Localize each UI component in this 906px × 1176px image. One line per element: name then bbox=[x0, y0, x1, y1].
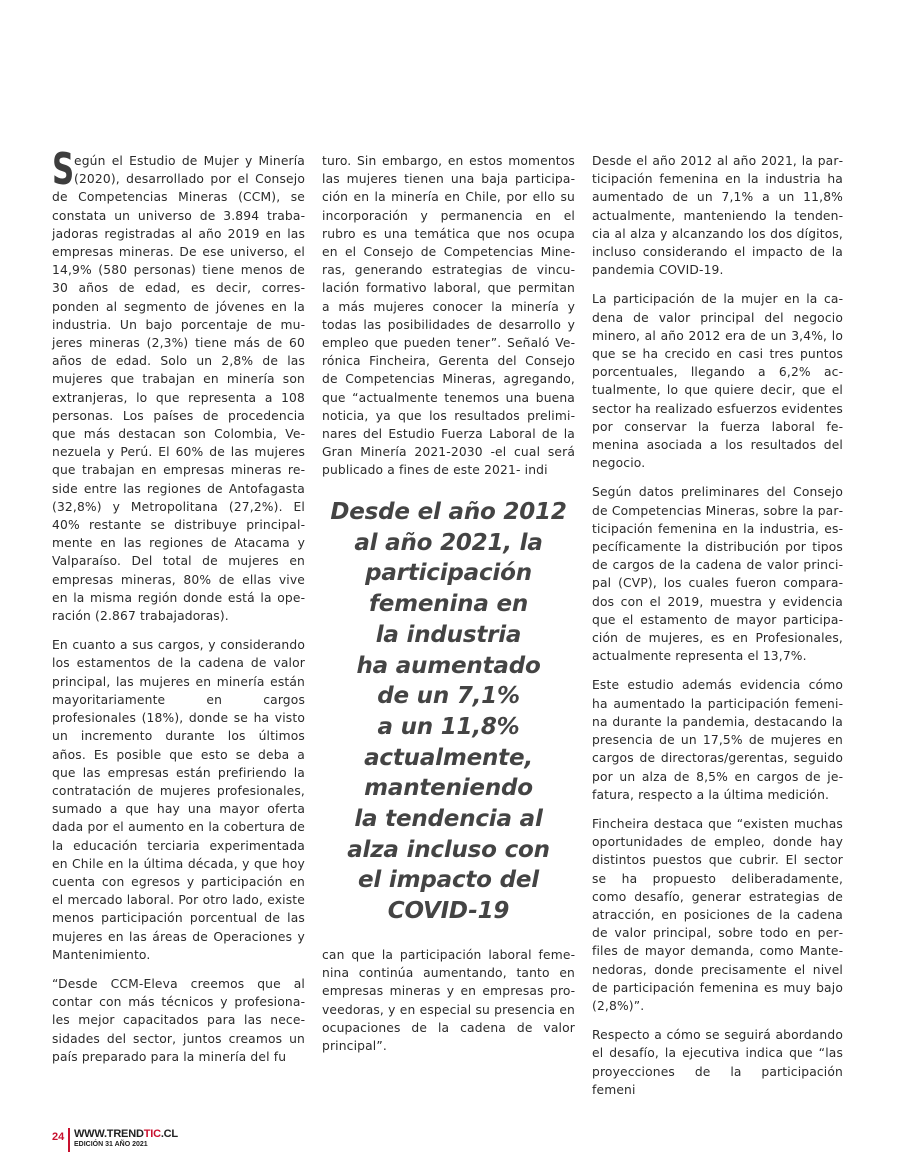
pull-quote-line: femenina en bbox=[368, 591, 529, 618]
pull-quote-line: la tendencia al bbox=[354, 806, 543, 833]
article-paragraph: Fincheira destaca que “existen muchas oportunidades de empleo, donde hay distintos puestos que cubrir. El sector se ha propuesto deliberadamente, como desafío, generar estrategias de atracción, en posiciones de la cadena de valor principal, sobre todo en perfiles de mayor demanda, como Mantenedoras, donde precisamente el nivel de participación femenina es muy bajo (2,8%)”. bbox=[592, 816, 843, 1013]
pull-quote-line: de un 7,1% bbox=[377, 683, 520, 710]
article-paragraph: Según datos preliminares del Consejo de Competencias Mineras, sobre la participación femenina en la industria, específicamente la distribución por tipos de cargos de la cadena de valor principal (CVP), los cuales fueron comparados con el 2019, muestra y evidencia que el estamento de mayor participación de mujeres, es en Profesionales, actualmente representa el 13,7%. bbox=[592, 485, 843, 664]
pull-quote-line: Desde el año 2012 bbox=[330, 499, 567, 525]
drop-cap: S bbox=[52, 144, 75, 195]
article-paragraph bbox=[52, 144, 305, 625]
article-column-3 bbox=[592, 152, 843, 1110]
article-paragraph: Desde el año 2012 al año 2021, la participación femenina en la industria ha aumentado de un 7,1% a un 11,8% actualmente, manteniendo la tendencia al alza y alcanzando los dos dígitos, incluso considerando el impacto de la pandemia COVID-19. bbox=[592, 154, 843, 278]
article-paragraph: turo. Sin embargo, en estos momentos las mujeres tienen una baja participación en la minería en Chile, por ello su incorporación y permanencia en el rubro es una temática que nos ocupa en el Consejo de Competencias Mineras, generando estrategias de vinculación formativo laboral, que permitan a más mujeres conocer la minería y todas las posibilidades de desarrollo y empleo que pueden tener”. Señaló Verónica Fincheira, Gerenta del Consejo de Competencias Mineras, agregando, que “actualmente tenemos una buena noticia, ya que los resultados preliminares del Estudio Fuerza Laboral de la Gran Minería 2021-2030 -el cual será publicado a fines de este 2021- indi bbox=[322, 154, 575, 478]
pull-quote-line: alza incluso con bbox=[347, 836, 550, 863]
pull-quote-line: COVID-19 bbox=[387, 898, 510, 925]
article-paragraph: En cuanto a sus cargos, y considerando los estamentos de la cadena de valor principal, las mujeres en minería están mayoritariamente en cargos profesionales (18%), donde se ha visto un incremento durante los últimos años. Es posible que esto se deba a que las empresas están prefiriendo la contratación de mujeres profesionales, sumado a que hay una mayor oferta dada por el aumento en la cobertura de la educación terciaria experimentada en Chile en la última década, y que hoy cuenta con egresos y participación en el mercado laboral. Por otro lado, existe menos participación porcentual de las mujeres en las áreas de Operaciones y Mantenimiento. bbox=[52, 638, 305, 962]
paragraph-text: egún el Estudio de Mujer y Minería (2020), desarrollado por el Consejo de Competencias Mineras (CCM), se constata un universo de 3.894 trabajadoras registradas al año 2019 en las empresas mineras. De ese universo, el 14,9% (580 personas) tiene menos de 30 años de edad, es decir, corresponden al segmento de jóvenes en la industria. Un bajo porcentaje de mujeres mineras (2,3%) tiene más de 60 años de edad. Solo un 2,8% de las mujeres que trabajan en minería son extranjeras, lo que representa a 108 personas. Los países de procedencia que más destacan son Colombia, Venezuela y Perú. El 60% de las mujeres que trabajan en empresas mineras reside entre las regiones de Antofagasta (32,8%) y Metropolitana (27,2%). El 40% restante se distribuye principalmente en las regiones de Atacama y Valparaíso. Del total de mujeres en empresas mineras, 80% de ellas vive en la misma región donde está la operación (2.867 trabajadoras). bbox=[52, 154, 305, 624]
pull-quote-line: la industria bbox=[375, 621, 522, 648]
pull-quote bbox=[322, 497, 575, 927]
article-column-1 bbox=[52, 144, 305, 1077]
brand-highlight: TIC bbox=[143, 1128, 161, 1140]
brand-suffix: .CL bbox=[160, 1128, 178, 1140]
pull-quote-line: actualmente, bbox=[364, 744, 533, 771]
article-paragraph: can que la participación laboral femenina continúa aumentando, tanto en empresas mineras y en empresas proveedoras, y en especial su presencia en ocupaciones de la cadena de valor principal”. bbox=[322, 948, 575, 1054]
article-column-2-continued bbox=[322, 946, 575, 1066]
article-paragraph: Este estudio además evidencia cómo ha aumentado la participación femenina durante la pandemia, destacando la presencia de un 17,5% de mujeres en cargos de directoras/gerentas, seguido por un alza de 8,5% en cargos de jefatura, respecto a la última medición. bbox=[592, 678, 843, 802]
pull-quote-line: ha aumentado bbox=[356, 652, 541, 679]
brand-prefix: WWW.TREND bbox=[74, 1128, 144, 1140]
pull-quote-line: el impacto del bbox=[358, 867, 539, 894]
page-number: 24 bbox=[52, 1131, 65, 1143]
pull-quote-line: participación bbox=[365, 560, 532, 587]
article-paragraph: La participación de la mujer en la cadena de valor principal del negocio minero, al año 2012 era de un 3,4%, lo que se ha crecido en casi tres puntos porcentuales, llegando a 6,2% actualmente, lo que quiere decir, que el sector ha realizado esfuerzos evidentes por conservar la fuerza laboral femenina asociada a los resultados del negocio. bbox=[592, 292, 843, 471]
article-paragraph: “Desde CCM-Eleva creemos que al contar con más técnicos y profesionales mejor capacitados para las necesidades del sector, juntos creamos un país preparado para la minería del fu bbox=[52, 976, 305, 1064]
footer-divider bbox=[68, 1128, 70, 1152]
pull-quote-line: a un 11,8% bbox=[377, 713, 520, 740]
pull-quote-line: manteniendo bbox=[364, 775, 533, 802]
article-column-2 bbox=[322, 152, 575, 491]
pull-quote-line: al año 2021, la bbox=[354, 529, 543, 556]
publication-url bbox=[74, 1128, 178, 1140]
edition-label: EDICIÓN 31 AÑO 2021 bbox=[74, 1141, 148, 1148]
article-paragraph: Respecto a cómo se seguirá abordando el desafío, la ejecutiva indica que “las proyecciones de la participación femeni bbox=[592, 1028, 843, 1097]
